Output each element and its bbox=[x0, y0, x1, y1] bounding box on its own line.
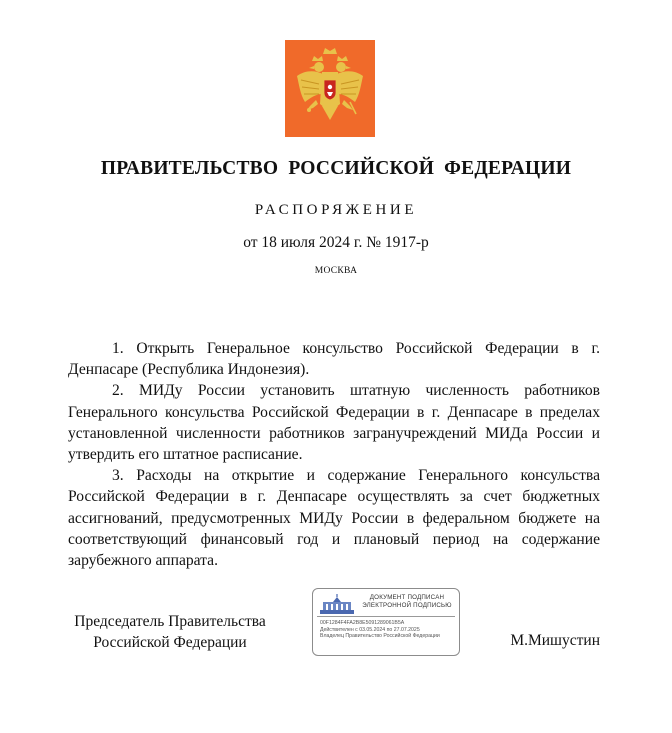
paragraph-1: 1. Открыть Генеральное консульство Российской Федерации в г. Денпасаре (Республика Индонезия). bbox=[68, 340, 600, 379]
document-body bbox=[68, 338, 600, 571]
stamp-owner: Владелец Правительство Российской Федерации bbox=[320, 633, 440, 640]
stamp-heading-line-1: ДОКУМЕНТ ПОДПИСАН bbox=[369, 594, 445, 601]
coat-of-arms bbox=[285, 40, 375, 137]
signatory-title bbox=[60, 612, 280, 653]
document-city: МОСКВА bbox=[314, 266, 358, 276]
building-icon bbox=[319, 594, 355, 616]
stamp-validity: Действителен с 03.05.2024 по 27.07.2025 bbox=[320, 626, 420, 633]
government-title: ПРАВИТЕЛЬСТВО РОССИЙСКОЙ ФЕДЕРАЦИИ bbox=[100, 158, 572, 179]
signatory-title-line-1: Председатель Правительства bbox=[74, 613, 266, 630]
document-type: РАСПОРЯЖЕНИЕ bbox=[254, 202, 418, 218]
document-date-number: от 18 июля 2024 г. № 1917-р bbox=[243, 234, 429, 251]
stamp-heading bbox=[357, 594, 457, 610]
paragraph-2: 2. МИДу России установить штатную численность работников Генерального консульства Российской Федерации в г. Денпасаре в пределах установленной численности работников загранучреждений МИДа России и утвердить его штатное расписание. bbox=[68, 382, 600, 464]
stamp-heading-line-2: ЭЛЕКТРОННОЙ ПОДПИСЬЮ bbox=[362, 602, 452, 609]
signatory-title-line-2: Российской Федерации bbox=[93, 633, 247, 651]
russian-coat-of-arms-icon bbox=[285, 40, 375, 137]
stamp-certificate: 00F1284F4FA2B8E5091289061B5A bbox=[320, 620, 405, 626]
stamp-details bbox=[320, 620, 456, 640]
paragraph-3: 3. Расходы на открытие и содержание Генерального консульства Российской Федерации в г. Денпасаре осуществлять за счет бюджетных ассигнований, предусмотренных МИДу России в федеральном бюджете на соответствующий финансовый год и плановый период на содержание зарубежного аппарата. bbox=[68, 467, 600, 570]
stamp-divider bbox=[317, 616, 455, 617]
signatory-name: М.Мишустин bbox=[510, 632, 600, 649]
electronic-signature-stamp bbox=[312, 588, 460, 656]
